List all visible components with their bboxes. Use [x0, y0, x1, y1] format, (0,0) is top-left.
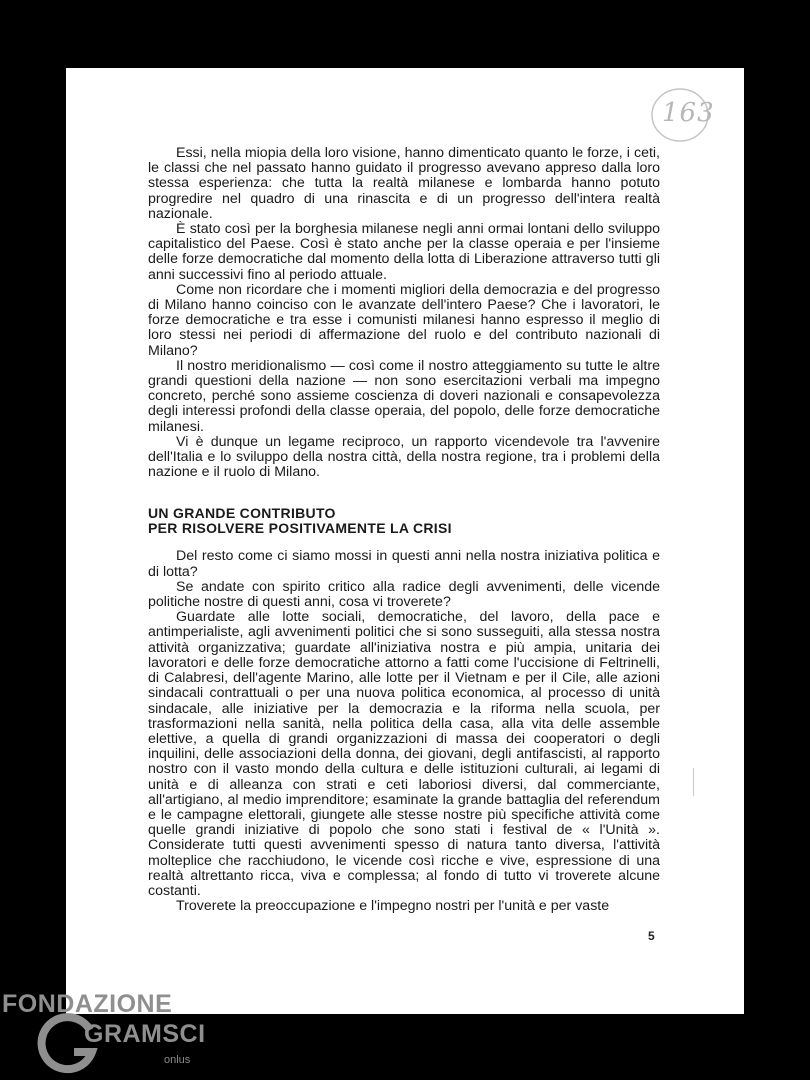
- section-heading-line-1: UN GRANDE CONTRIBUTO: [148, 505, 336, 522]
- paragraph: Se andate con spirito critico alla radice degli avvenimenti, delle vicende politiche nostre di questi anni, cosa vi troverete?: [148, 578, 660, 611]
- watermark-logo: [0, 990, 220, 1080]
- page-number: 5: [648, 929, 655, 943]
- archive-stamp: [649, 86, 715, 144]
- document-page: [66, 68, 744, 1014]
- watermark-line-1: FONDAZIONE: [2, 990, 173, 1018]
- paragraph: Il nostro meridionalismo — così come il nostro atteggiamento su tutte le altre grandi questioni della nazione — non sono esercitazioni verbali ma impegno concreto, perché sono assieme coscienza di doveri nazionali e consapevolezza degli interessi profondi della classe operaia, del popolo, delle forze democratiche milanesi.: [148, 357, 660, 435]
- stamp-number: 163: [662, 98, 715, 128]
- paragraph: Vi è dunque un legame reciproco, un rapporto vicendevole tra l'avvenire dell'Italia e lo sviluppo della nostra città, della nostra regione, tra i problemi della nazione e il ruolo di Milano.: [148, 433, 660, 481]
- paragraph: Guardate alle lotte sociali, democratiche, del lavoro, della pace e antimperialiste, agli avvenimenti politici che si sono susseguiti, alla stessa nostra attività organizzativa; guardate all'iniziativa nostra e più ampia, unitaria dei lavoratori e delle forze democratiche attorno a fatti come l'uccisione di Feltrinelli, di Calabresi, dell'agente Marino, alle lotte per il Vietnam e per il Cile, alle azioni sindacali contrattuali o per una nuova politica economica, al processo di unità sindacale, alle iniziative per la democrazia e la riforma nella scuola, per trasformazioni nella sanità, nella politica della casa, alla vita delle assemble elettive, a quella di grandi organizzazioni di massa dei cooperatori o degli inquilini, delle associazioni della donna, dei giovani, degli antifascisti, al rapporto nostro con il vasto mondo della cultura e delle istituzioni culturali, ai legami di unità e di alleanza con strati e ceti laboriosi diversi, dal commerciante, all'artigiano, al medio imprenditore; esaminate la grande battaglia del referendum e le campagne elettorali, giungete alle stesse nostre più specifiche attività come quelle grandi iniziative di popolo che sono stati i festival de « l'Unità ». Considerate tutti questi avvenimenti spesso di natura tanto diversa, l'attività molteplice che racchiudono, le vicende così ricche e vive, espressione di una realtà altrettanto ricca, viva e complessa; al fondo di tutto vi troverete alcune costanti.: [148, 609, 660, 899]
- paragraph: Troverete la preoccupazione e l'impegno nostri per l'unità e per vaste: [176, 898, 610, 915]
- margin-mark: [693, 768, 698, 796]
- paragraph: Essi, nella miopia della loro visione, hanno dimenticato quanto le forze, i ceti, le classi che nel passato hanno guidato il progresso avevano appreso dalla loro stessa esperienza: che tutta la realtà milanese e lombarda hanno potuto progredire nel quadro di una rinascita e di un progresso dell'intera realtà nazionale.: [148, 145, 660, 222]
- paragraph: Del resto come ci siamo mossi in questi anni nella nostra iniziativa politica e di lotta?: [148, 548, 660, 580]
- watermark-line-3: onlus: [164, 1054, 191, 1066]
- paragraph: È stato così per la borghesia milanese negli anni ormai lontani dello sviluppo capitalistico del Paese. Così è stato anche per la classe operaia e per l'insieme delle forze democratiche dal momento della lotta di Liberazione attraverso tutti gli anni successivi fino al periodo attuale.: [148, 221, 660, 283]
- section-heading-line-2: PER RISOLVERE POSITIVAMENTE LA CRISI: [148, 520, 452, 537]
- section-heading: [148, 506, 660, 536]
- document-body: [148, 146, 660, 914]
- watermark-line-2: GRAMSCI: [84, 1020, 206, 1048]
- paragraph: Come non ricordare che i momenti migliori della democrazia e del progresso di Milano hanno coinciso con le avanzate dell'intero Paese? Che i lavoratori, le forze democratiche e tra esse i comunisti milanesi hanno espresso il meglio di loro stessi nei periodi di affermazione del ruolo e del contributo nazionali di Milano?: [148, 281, 660, 359]
